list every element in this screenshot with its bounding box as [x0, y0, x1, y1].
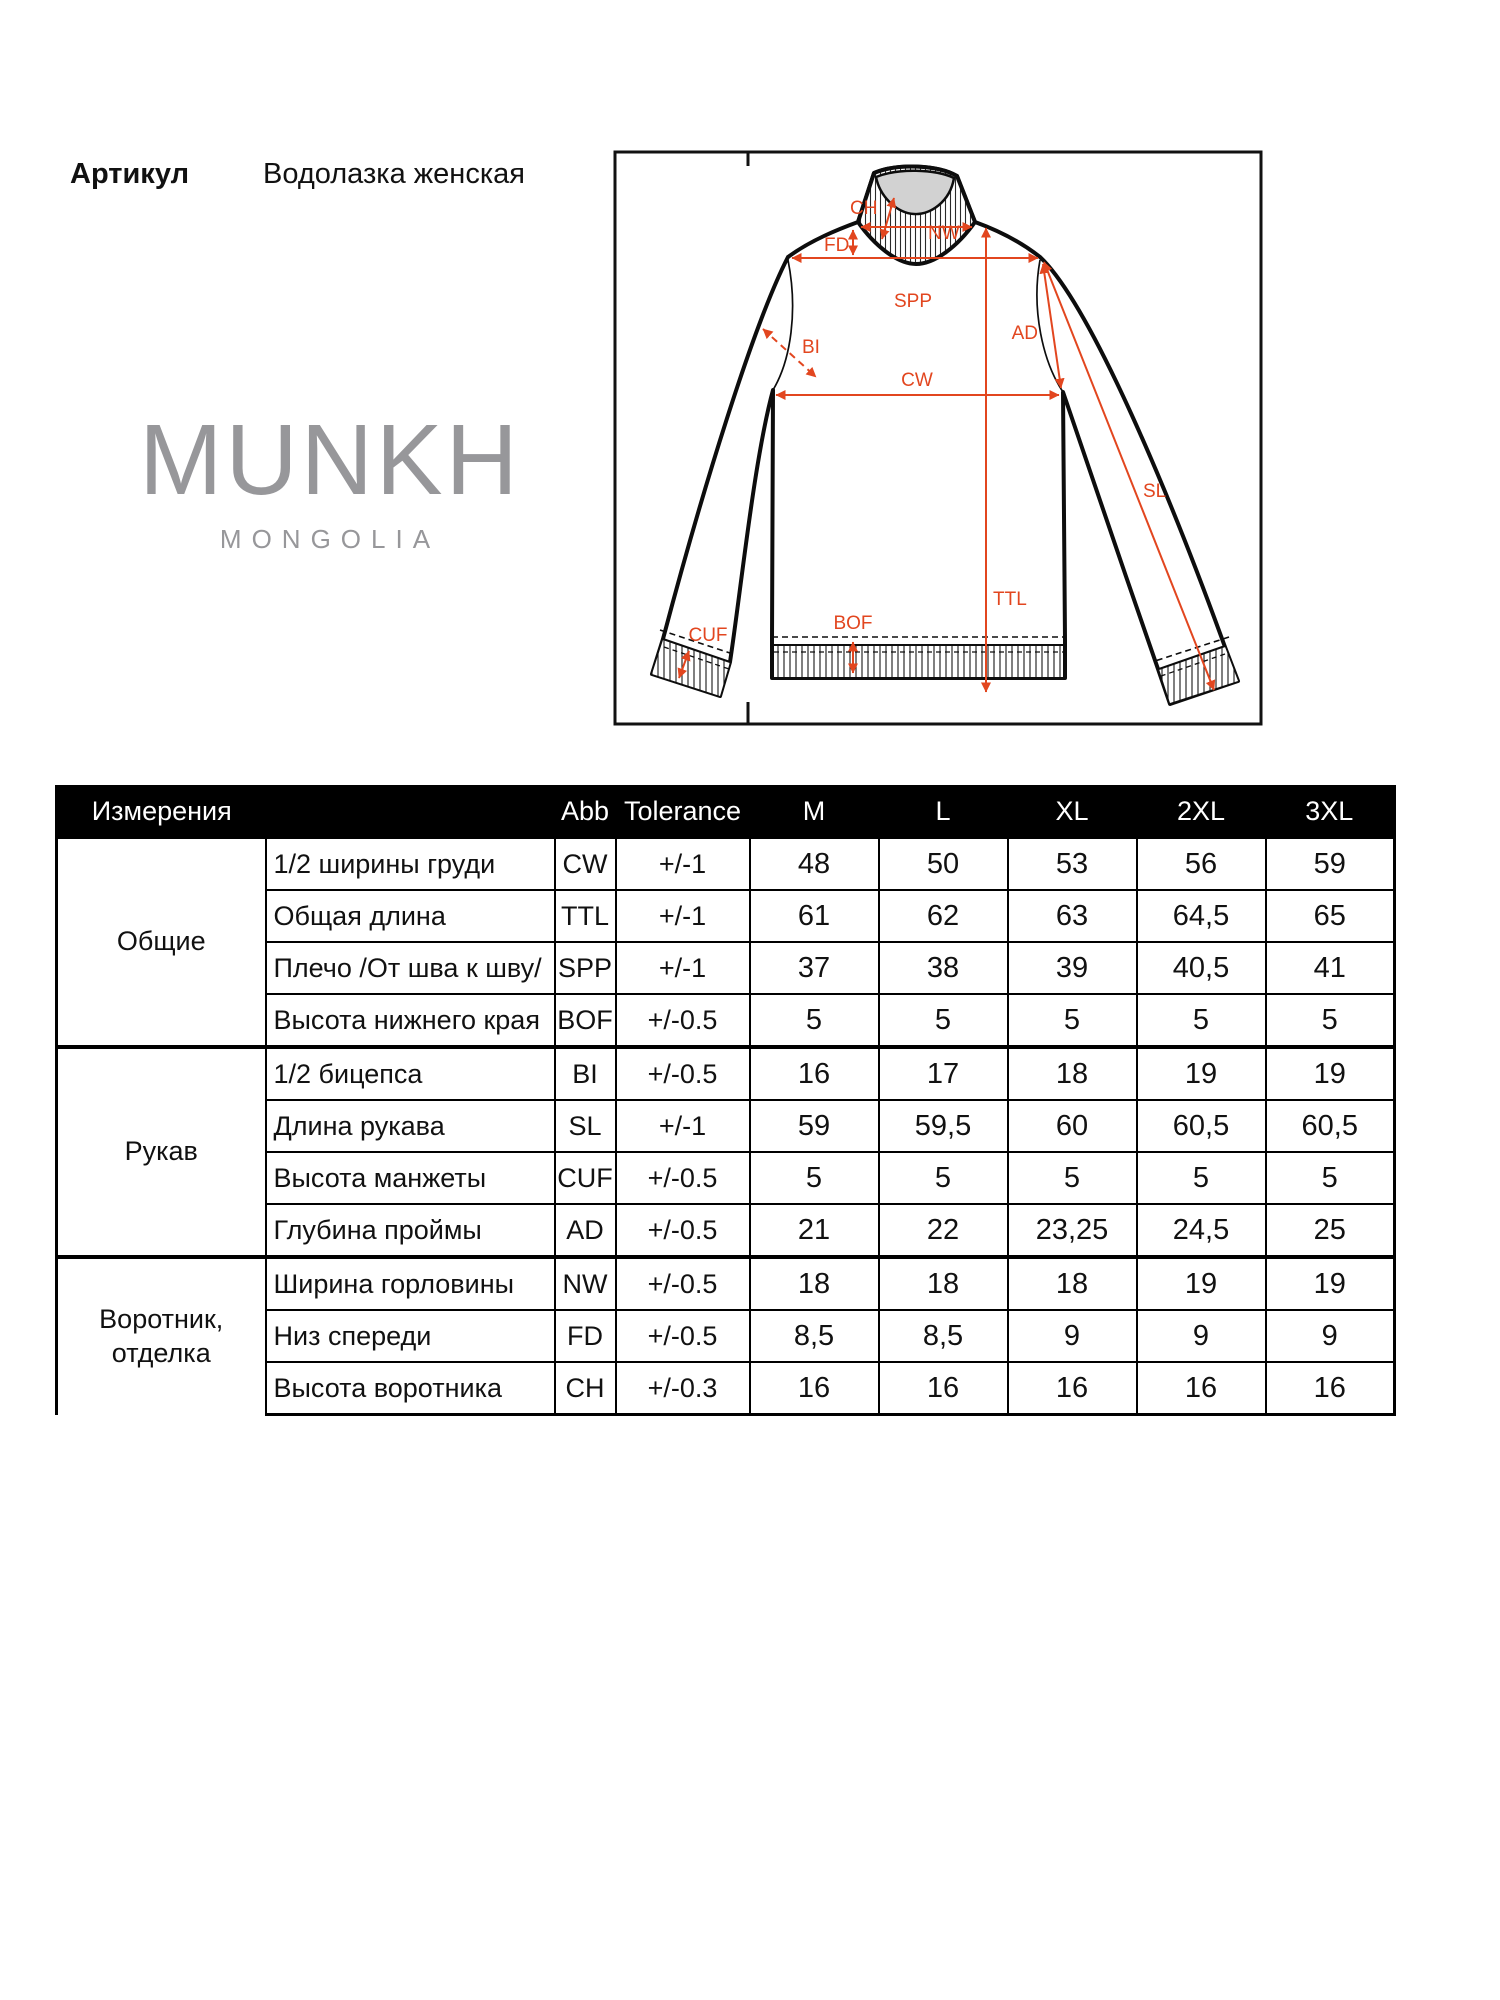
label-cuf: CUF: [688, 625, 728, 646]
val-cell: 24,5: [1137, 1204, 1266, 1257]
name-cell: Высота воротника: [266, 1362, 555, 1415]
group-label: Рукав: [57, 1047, 266, 1257]
val-cell: 5: [1008, 994, 1137, 1047]
val-cell: 59: [1266, 837, 1395, 890]
name-cell: Низ спереди: [266, 1310, 555, 1362]
tol-cell: +/-1: [616, 890, 750, 942]
val-cell: 9: [1266, 1310, 1395, 1362]
label-cw: CW: [901, 370, 933, 391]
label-bof: BOF: [833, 613, 873, 634]
val-cell: 5: [1137, 1152, 1266, 1204]
tol-cell: +/-0.5: [616, 1310, 750, 1362]
val-cell: 5: [879, 1152, 1008, 1204]
label-bi: BI: [802, 337, 820, 358]
size-table-body: [57, 837, 1395, 1415]
tol-cell: +/-1: [616, 1100, 750, 1152]
val-cell: 62: [879, 890, 1008, 942]
brand-subtitle: MONGOLIA: [219, 524, 441, 554]
val-cell: 5: [1008, 1152, 1137, 1204]
val-cell: 5: [1266, 1152, 1395, 1204]
val-cell: 16: [750, 1047, 879, 1100]
val-cell: 60,5: [1266, 1100, 1395, 1152]
tol-cell: +/-0.5: [616, 994, 750, 1047]
val-cell: 5: [750, 1152, 879, 1204]
header-size-m: M: [750, 787, 879, 838]
val-cell: 56: [1137, 837, 1266, 890]
abb-cell: NW: [555, 1257, 616, 1310]
val-cell: 22: [879, 1204, 1008, 1257]
label-ad: AD: [1011, 323, 1038, 344]
val-cell: 8,5: [879, 1310, 1008, 1362]
val-cell: 5: [879, 994, 1008, 1047]
group-label: Воротник, отделка: [57, 1257, 266, 1415]
val-cell: 37: [750, 942, 879, 994]
val-cell: 16: [750, 1362, 879, 1415]
val-cell: 38: [879, 942, 1008, 994]
val-cell: 65: [1266, 890, 1395, 942]
val-cell: 18: [879, 1257, 1008, 1310]
val-cell: 18: [1008, 1257, 1137, 1310]
label-spp: SPP: [893, 291, 933, 312]
size-table: [55, 785, 1396, 1416]
val-cell: 21: [750, 1204, 879, 1257]
article-label: Артикул: [70, 158, 189, 190]
header-abb: Abb: [555, 787, 616, 838]
val-cell: 63: [1008, 890, 1137, 942]
header-measurements: Измерения: [57, 787, 266, 838]
val-cell: 48: [750, 837, 879, 890]
name-cell: 1/2 бицепса: [266, 1047, 555, 1100]
abb-cell: BI: [555, 1047, 616, 1100]
val-cell: 5: [1137, 994, 1266, 1047]
tol-cell: +/-0.5: [616, 1047, 750, 1100]
val-cell: 19: [1266, 1257, 1395, 1310]
header-size-xl: XL: [1008, 787, 1137, 838]
table-header-row: [57, 787, 1395, 838]
name-cell: Плечо /От шва к шву/: [266, 942, 555, 994]
val-cell: 17: [879, 1047, 1008, 1100]
val-cell: 16: [1008, 1362, 1137, 1415]
val-cell: 40,5: [1137, 942, 1266, 994]
name-cell: Длина рукава: [266, 1100, 555, 1152]
abb-cell: SPP: [555, 942, 616, 994]
val-cell: 60: [1008, 1100, 1137, 1152]
val-cell: 64,5: [1137, 890, 1266, 942]
val-cell: 16: [879, 1362, 1008, 1415]
val-cell: 19: [1266, 1047, 1395, 1100]
val-cell: 18: [1008, 1047, 1137, 1100]
val-cell: 5: [1266, 994, 1395, 1047]
name-cell: Общая длина: [266, 890, 555, 942]
val-cell: 9: [1008, 1310, 1137, 1362]
val-cell: 25: [1266, 1204, 1395, 1257]
val-cell: 53: [1008, 837, 1137, 890]
abb-cell: CW: [555, 837, 616, 890]
abb-cell: AD: [555, 1204, 616, 1257]
val-cell: 41: [1266, 942, 1395, 994]
garment-measurement-diagram: [613, 150, 1263, 726]
brand-logo: MUNKH: [139, 404, 521, 516]
label-ttl: TTL: [993, 589, 1027, 610]
val-cell: 61: [750, 890, 879, 942]
val-cell: 19: [1137, 1257, 1266, 1310]
label-fd: FD: [824, 235, 850, 256]
header-size-2xl: 2XL: [1137, 787, 1266, 838]
abb-cell: BOF: [555, 994, 616, 1047]
header-size-l: L: [879, 787, 1008, 838]
val-cell: 59: [750, 1100, 879, 1152]
tol-cell: +/-1: [616, 942, 750, 994]
val-cell: 18: [750, 1257, 879, 1310]
val-cell: 60,5: [1137, 1100, 1266, 1152]
val-cell: 59,5: [879, 1100, 1008, 1152]
val-cell: 16: [1137, 1362, 1266, 1415]
name-cell: 1/2 ширины груди: [266, 837, 555, 890]
tol-cell: +/-0.5: [616, 1257, 750, 1310]
val-cell: 9: [1137, 1310, 1266, 1362]
val-cell: 8,5: [750, 1310, 879, 1362]
table-row: [57, 1047, 1395, 1100]
group-label: Общие: [57, 837, 266, 1047]
label-nw: NW: [928, 223, 960, 244]
tol-cell: +/-1: [616, 837, 750, 890]
name-cell: Высота нижнего края: [266, 994, 555, 1047]
header-spacer: [266, 787, 555, 838]
abb-cell: FD: [555, 1310, 616, 1362]
name-cell: Ширина горловины: [266, 1257, 555, 1310]
table-row: [57, 1257, 1395, 1310]
label-sl: SL: [1143, 481, 1167, 502]
header-size-3xl: 3XL: [1266, 787, 1395, 838]
val-cell: 23,25: [1008, 1204, 1137, 1257]
val-cell: 5: [750, 994, 879, 1047]
val-cell: 19: [1137, 1047, 1266, 1100]
val-cell: 16: [1266, 1362, 1395, 1415]
abb-cell: CH: [555, 1362, 616, 1415]
tol-cell: +/-0.5: [616, 1204, 750, 1257]
abb-cell: SL: [555, 1100, 616, 1152]
tol-cell: +/-0.3: [616, 1362, 750, 1415]
article-value: Водолазка женская: [263, 158, 525, 190]
val-cell: 50: [879, 837, 1008, 890]
brand-logo-block: [100, 404, 560, 555]
name-cell: Высота манжеты: [266, 1152, 555, 1204]
val-cell: 39: [1008, 942, 1137, 994]
abb-cell: CUF: [555, 1152, 616, 1204]
name-cell: Глубина проймы: [266, 1204, 555, 1257]
label-ch: CH: [850, 198, 878, 219]
abb-cell: TTL: [555, 890, 616, 942]
table-row: [57, 837, 1395, 890]
tol-cell: +/-0.5: [616, 1152, 750, 1204]
header-tolerance: Tolerance: [616, 787, 750, 838]
